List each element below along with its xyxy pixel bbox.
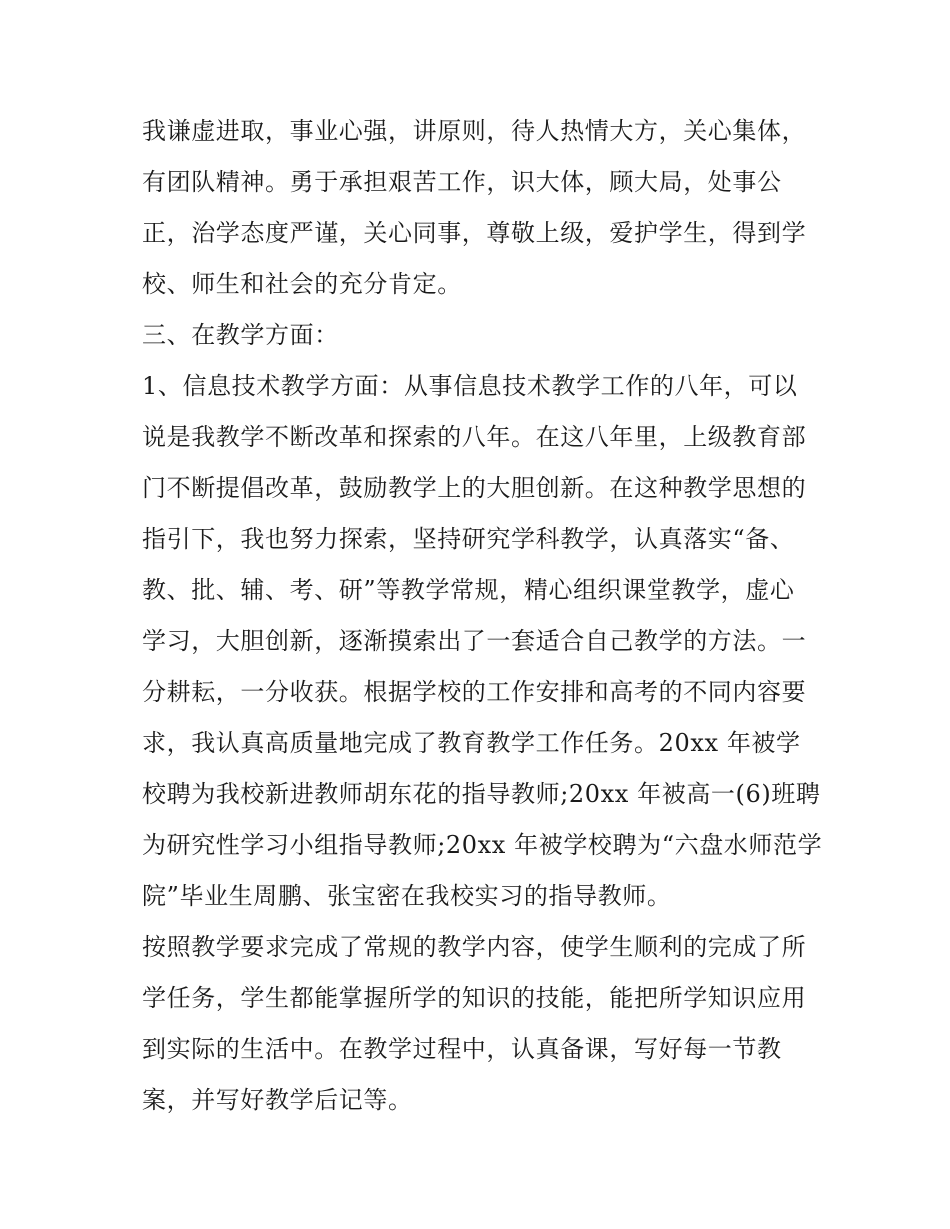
text-line: 学任务，学生都能掌握所学的知识的技能，能把所学知识应用 bbox=[142, 984, 807, 1012]
text-line: 案，并写好教学后记等。 bbox=[142, 1086, 413, 1114]
text-line: 校、师生和社会的充分肯定。 bbox=[142, 270, 462, 298]
paragraph-it-teaching bbox=[142, 361, 822, 922]
text-line: 校聘为我校新进教师胡东花的指导教师;20xx 年被高一(6)班聘 bbox=[142, 780, 821, 808]
text-line: 按照教学要求完成了常规的教学内容，使学生顺利的完成了所 bbox=[142, 933, 807, 961]
text-line: 说是我教学不断改革和探索的八年。在这八年里，上级教育部 bbox=[142, 423, 807, 451]
text-line: 为研究性学习小组指导教师;20xx 年被学校聘为“六盘水师范学 bbox=[142, 831, 823, 859]
text-line: 门不断提倡改革，鼓励教学上的大胆创新。在这种教学思想的 bbox=[142, 474, 807, 502]
text-line: 学习，大胆创新，逐渐摸索出了一套适合自己教学的方法。一 bbox=[142, 627, 807, 655]
text-line: 到实际的生活中。在教学过程中，认真备课，写好每一节教 bbox=[142, 1035, 782, 1063]
text-line: 教、批、辅、考、研”等教学常规，精心组织课堂教学，虚心 bbox=[142, 576, 795, 604]
paragraph-routine-teaching bbox=[142, 922, 822, 1126]
text-line: 院”毕业生周鹏、张宝密在我校实习的指导教师。 bbox=[142, 882, 672, 910]
text-line: 正，治学态度严谨，关心同事，尊敬上级，爱护学生，得到学 bbox=[142, 219, 807, 247]
text-line: 求，我认真高质量地完成了教育教学工作任务。20xx 年被学 bbox=[142, 729, 801, 757]
text-line: 我谦虚进取，事业心强，讲原则，待人热情大方，关心集体， bbox=[142, 117, 807, 145]
text-line: 指引下，我也努力探索，坚持研究学科教学，认真落实“备、 bbox=[142, 525, 795, 553]
text-line: 有团队精神。勇于承担艰苦工作，识大体，顾大局，处事公 bbox=[142, 168, 782, 196]
paragraph-conduct bbox=[142, 106, 822, 310]
text-line: 1、信息技术教学方面：从事信息技术教学工作的八年，可以 bbox=[142, 372, 798, 400]
document-body bbox=[142, 106, 822, 1126]
section-heading: 三、在教学方面： bbox=[142, 321, 339, 349]
text-line: 分耕耘，一分收获。根据学校的工作安排和高考的不同内容要 bbox=[142, 678, 807, 706]
